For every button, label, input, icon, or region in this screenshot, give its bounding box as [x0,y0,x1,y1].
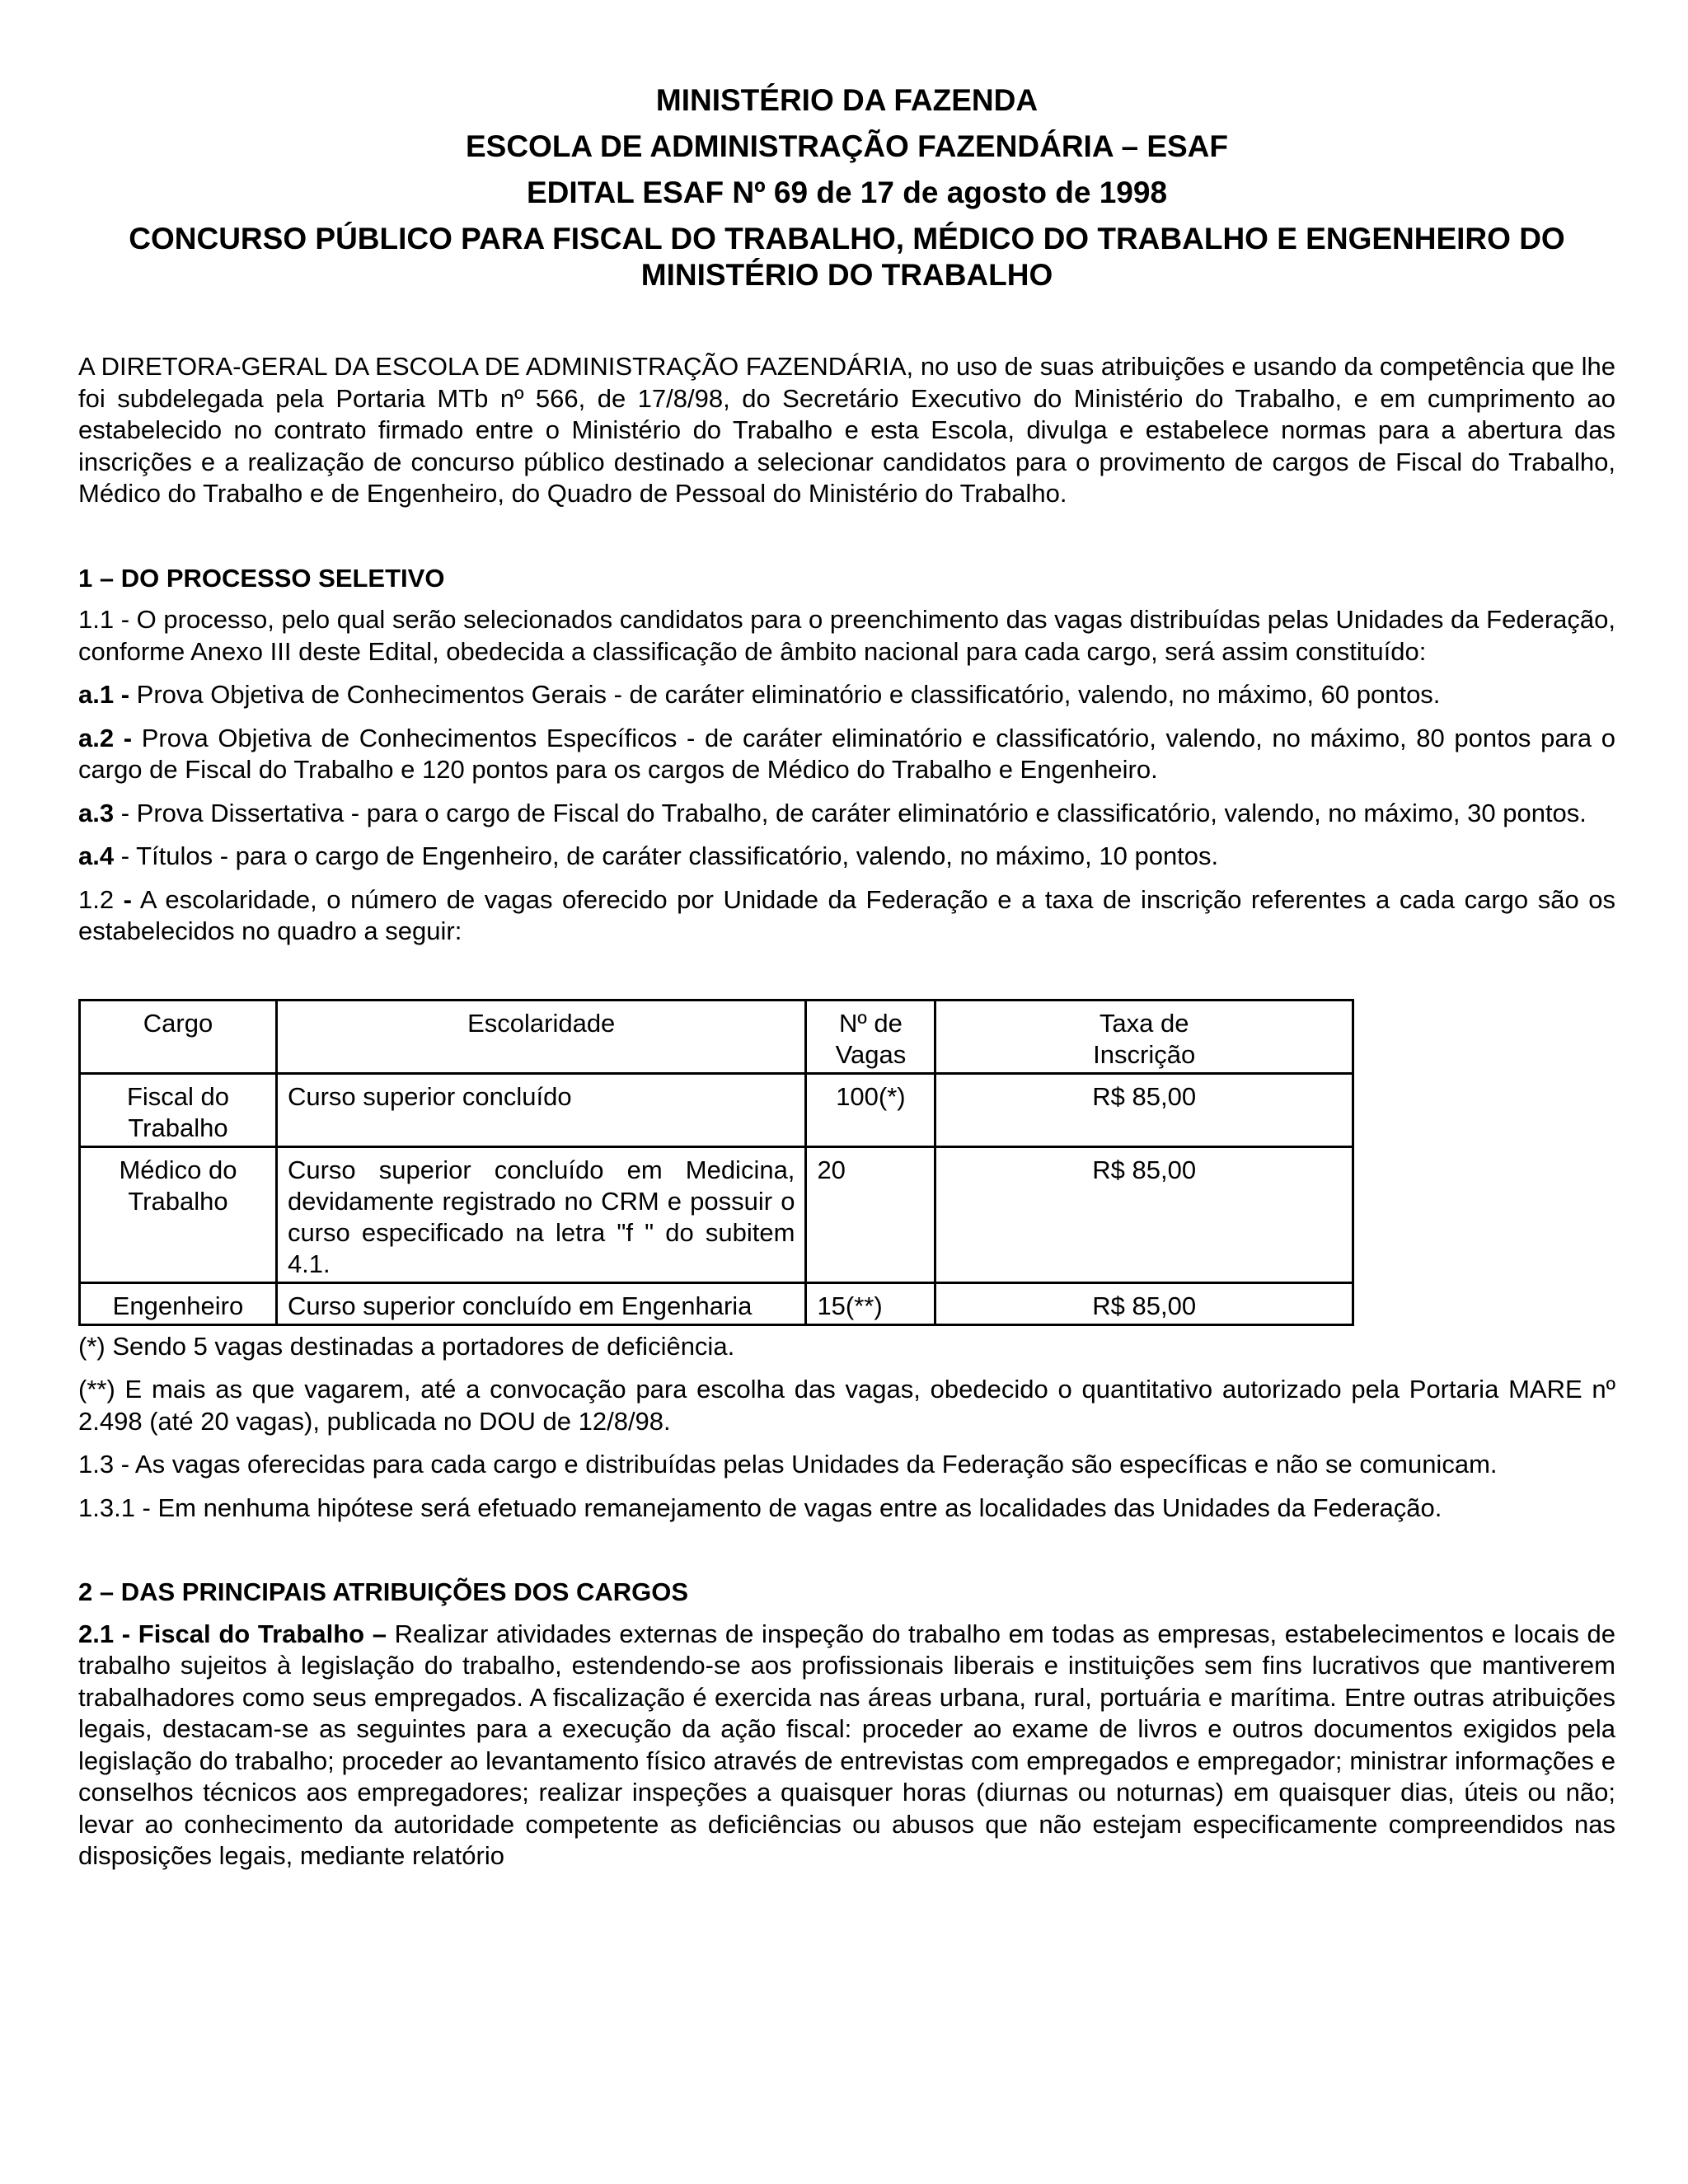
header-cargo: Cargo [80,1000,277,1073]
paragraph-1-3: 1.3 - As vagas oferecidas para cada cargo e distribuídas pelas Unidades da Federação são específicas e não se comunicam. [78,1450,1498,1479]
item-a3-text: - Prova Dissertativa - para o cargo de Fiscal do Trabalho, de caráter eliminatório e classificatório, valendo, no máximo, 30 pontos. [114,798,1587,827]
item-a1-text: Prova Objetiva de Conhecimentos Gerais - de caráter eliminatório e classificatório, valendo, no máximo, 60 pontos. [129,680,1441,709]
paragraph-1-2-text: A escolaridade, o número de vagas oferecido por Unidade da Federação e a taxa de inscrição referentes a cada cargo são os estabelecidos no quadro a seguir: [78,884,1615,945]
cell-taxa: R$ 85,00 [935,1073,1353,1146]
item-a1 [78,679,1615,711]
table-header-row [80,1000,1353,1073]
section-2-title: 2 – DAS PRINCIPAIS ATRIBUIÇÕES DOS CARGOS [78,1577,689,1606]
intro-paragraph: A DIRETORA-GERAL DA ESCOLA DE ADMINISTRAÇÃO FAZENDÁRIA, no uso de suas atribuições e usando da competência que lhe foi subdelegada pela Portaria MTb nº 566, de 17/8/98, do Secretário Executivo do Ministério do Trabalho, e em cumprimento ao estabelecido no contrato firmado entre o Ministério do Trabalho e esta Escola, divulga e estabelece normas para a abertura das inscrições e a realização de concurso público destinado a selecionar candidatos para o provimento de cargos de Fiscal do Trabalho, Médico do Trabalho e de Engenheiro, do Quadro de Pessoal do Ministério do Trabalho. [78,352,1615,508]
header-taxa-line2: Inscrição [1093,1039,1196,1069]
paragraph-1-2-number: 1.2 [78,884,115,914]
paragraph-1-3-1: 1.3.1 - Em nenhuma hipótese será efetuado remanejamento de vagas entre as localidades das Unidades da Federação. [78,1493,1442,1522]
cell-escolaridade: Curso superior concluído [276,1073,806,1146]
cell-escolaridade: Curso superior concluído em Medicina, devidamente registrado no CRM e possuir o curso especificado na letra "f " do subitem 4.1. [276,1146,806,1282]
table-row [80,1282,1353,1324]
item-a2-label: a.2 - [78,723,133,752]
table-row [80,1146,1353,1282]
table-row [80,1073,1353,1146]
item-a3 [78,798,1615,830]
cell-cargo: Fiscal do Trabalho [80,1073,277,1146]
item-a2-text: Prova Objetiva de Conhecimentos Específicos - de caráter eliminatório e classificatório, valendo, no máximo, 80 pontos para o cargo de Fiscal do Trabalho e 120 pontos para os cargos de Médico do Trabalho e Engenheiro. [78,723,1615,784]
header-vagas [806,1000,935,1073]
cell-taxa: R$ 85,00 [935,1146,1353,1282]
item-a1-label: a.1 - [78,680,130,709]
cell-vagas: 100(*) [806,1073,935,1146]
paragraph-2-1-label: 2.1 - Fiscal do Trabalho – [78,1619,387,1648]
item-a2 [78,723,1615,786]
section-1-title: 1 – DO PROCESSO SELETIVO [78,563,445,593]
paragraph-1-1: 1.1 - O processo, pelo qual serão selecionados candidatos para o preenchimento das vagas distribuídas pelas Unidades da Federação, conforme Anexo III deste Edital, obedecida a classificação de âmbito nacional para cada cargo, será assim constituído: [78,605,1615,666]
header-school: ESCOLA DE ADMINISTRAÇÃO FAZENDÁRIA – ESAF [465,129,1229,163]
cell-cargo: Engenheiro [80,1282,277,1324]
paragraph-1-2 [78,884,1615,948]
header-vagas-line2: Vagas [835,1039,907,1069]
item-a3-label: a.3 [78,798,115,827]
paragraph-2-1 [78,1619,1615,1872]
document-page [78,82,1615,1872]
cell-vagas: 20 [806,1146,935,1282]
header-taxa [935,1000,1353,1073]
cell-escolaridade: Curso superior concluído em Engenharia [276,1282,806,1324]
header-taxa-line1: Taxa de [1099,1008,1189,1038]
cell-cargo: Médico do Trabalho [80,1146,277,1282]
cell-taxa: R$ 85,00 [935,1282,1353,1324]
header-ministry: MINISTÉRIO DA FAZENDA [655,83,1039,117]
footnote-2: (**) E mais as que vagarem, até a convocação para escolha das vagas, obedecido o quantitativo autorizado pela Portaria MARE nº 2.498 (até 20 vagas), publicada no DOU de 12/8/98. [78,1375,1615,1436]
header-vagas-line1: Nº de [839,1008,903,1038]
header-escolaridade: Escolaridade [276,1000,806,1073]
cell-vagas: 15(**) [806,1282,935,1324]
footnote-1: (*) Sendo 5 vagas destinadas a portadores de deficiência. [78,1331,735,1361]
item-a4 [78,841,1615,873]
item-a4-label: a.4 [78,841,115,870]
header-edital: EDITAL ESAF Nº 69 de 17 de agosto de 1998 [526,176,1168,209]
vacancies-table [78,999,1354,1326]
paragraph-2-1-text: Realizar atividades externas de inspeção do trabalho em todas as empresas, estabelecimentos e locais de trabalho sujeitos à legislação do trabalho, estendendo-se aos profissionais liberais e instituições sem fins lucrativos que mantiverem trabalhadores como seus empregados. A fiscalização é exercida nas áreas urbana, rural, portuária e marítima. Entre outras atribuições legais, destacam-se as seguintes para a execução da ação fiscal: proceder ao exame de livros e outros documentos exigidos pela legislação do trabalho; proceder ao levantamento físico através de entrevistas com empregados e empregador; ministrar informações e conselhos técnicos aos empregadores; realizar inspeções a quaisquer horas (diurnas ou noturnas) em quaisquer dias, úteis ou não; levar ao conhecimento da autoridade competente as deficiências ou abusos que não estejam especificamente compreendidos nas disposições legais, mediante relatório [78,1619,1616,1870]
header-concurso: CONCURSO PÚBLICO PARA FISCAL DO TRABALHO, MÉDICO DO TRABALHO E ENGENHEIRO DO MINISTÉRIO DO TRABALHO [129,222,1565,292]
paragraph-1-2-dash: - [114,884,132,914]
item-a4-text: - Títulos - para o cargo de Engenheiro, de caráter classificatório, valendo, no máximo, 10 pontos. [114,841,1219,870]
